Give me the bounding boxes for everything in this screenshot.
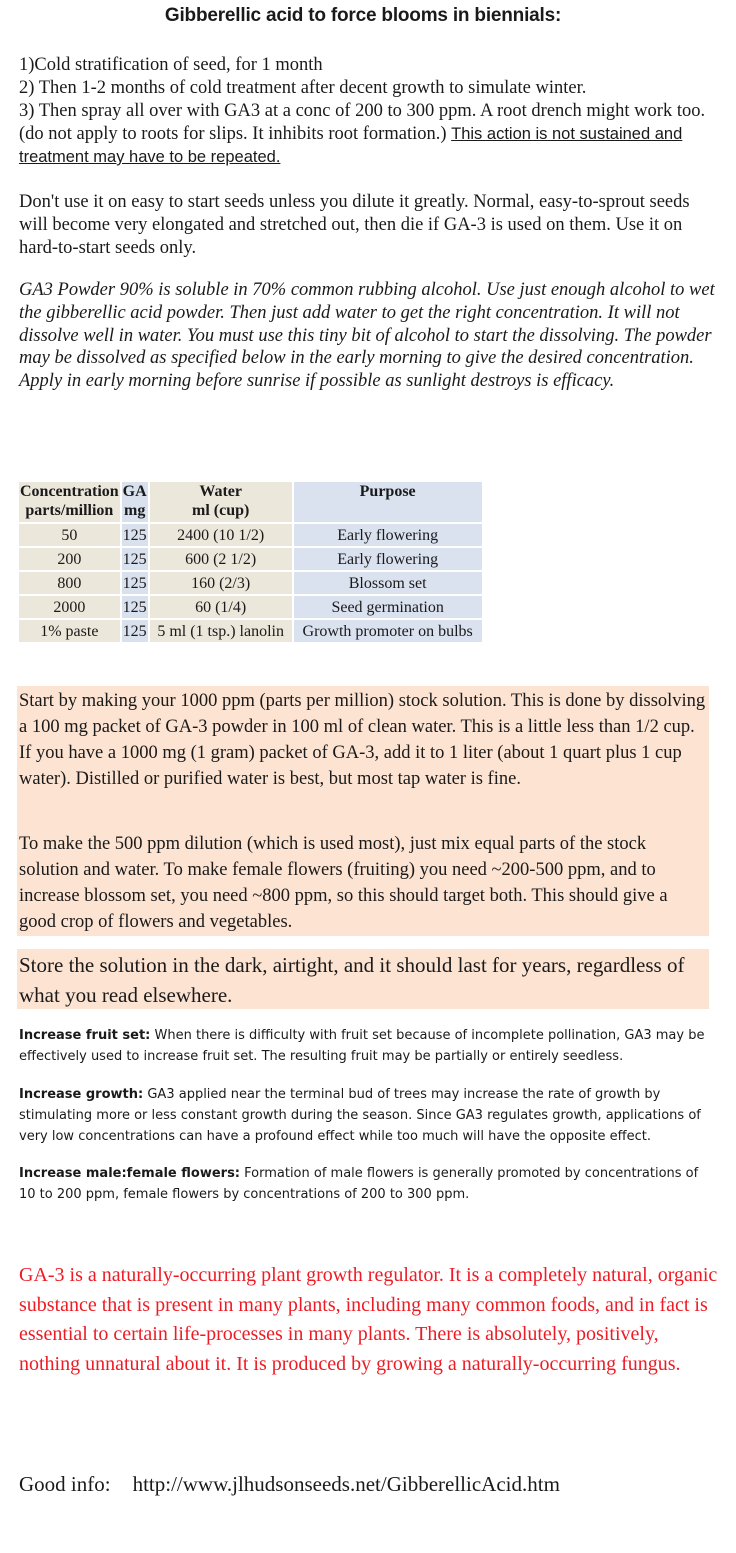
cell-concentration: 50 [19,524,120,546]
page-title: Gibberellic acid to force blooms in biennials: [164,5,562,26]
cell-water: 160 (2/3) [150,572,292,594]
use-growth [19,1084,713,1147]
step-3-note: This action is not sustained and treatment may have to be repeated. [19,125,683,166]
good-info-label: Good info: [19,1472,111,1496]
table-row [19,572,482,594]
table-row [19,596,482,618]
header-purpose: Purpose [294,482,482,522]
alcohol-paragraph: GA3 Powder 90% is soluble in 70% common rubbing alcohol. Use just enough alcohol to wet the gibberellic acid powder. Then just add water to get the right concentration. It will not dissolve well in water. You must use this tiny bit of alcohol to start the dissolving. The powder may be dissolved as specified below in the early morning to give the desired concentration. Apply in early morning before sunrise if possible as sunlight destroys is efficacy. [19,280,715,392]
cell-ga: 125 [122,596,148,618]
cell-purpose: Seed germination [294,596,482,618]
table-row [19,548,482,570]
cell-concentration: 1% paste [19,620,120,642]
header-concentration: Concentration parts/million [19,482,120,522]
table-header-row [19,482,482,522]
cell-water: 2400 (10 1/2) [150,524,292,546]
warning-paragraph: Don't use it on easy to start seeds unless you dilute it greatly. Normal, easy-to-sprout seeds will become very elongated and stretched out, then die if GA-3 is used on them. Use it on hard-to-start seeds only. [19,192,690,258]
use-label: Increase fruit set: [19,1028,151,1043]
cell-purpose: Early flowering [294,548,482,570]
dilution-paragraph: To make the 500 ppm dilution (which is used most), just mix equal parts of the stock solution and water. To make female flowers (fruiting) you need ~200-500 ppm, and to increase blossom set, you need ~800 ppm, so this should target both. This should give a good crop of flowers and vegetables. [19,834,668,932]
cell-concentration: 800 [19,572,120,594]
use-text: When there is difficulty with fruit set because of incomplete pollination, GA3 may be effectively used to increase fruit set. The resulting fruit may be partially or entirely seedless. [19,1028,705,1064]
good-info-line [19,1469,719,1499]
cell-water: 60 (1/4) [150,596,292,618]
use-fruit-set [19,1025,713,1067]
cell-ga: 125 [122,548,148,570]
step-1: 1)Cold stratification of seed, for 1 month [19,55,323,75]
storage-note: Store the solution in the dark, airtight, and it should last for years, regardless of what you read elsewhere. [19,953,685,1007]
stock-solution-paragraph: Start by making your 1000 ppm (parts per million) stock solution. This is done by dissolving a 100 mg packet of GA-3 powder in 100 ml of clean water. This is a little less than 1/2 cup. If you have a 1000 mg (1 gram) packet of GA-3, add it to 1 liter (about 1 quart plus 1 cup water). Distilled or purified water is best, but most tap water is fine. [19,691,706,789]
steps-list [19,54,719,169]
cell-purpose: Early flowering [294,524,482,546]
cell-ga: 125 [122,620,148,642]
cell-ga: 125 [122,572,148,594]
header-ga: GA mg [122,482,148,522]
concentration-table [17,480,484,644]
use-male-female [19,1163,713,1205]
cell-concentration: 200 [19,548,120,570]
use-text: Formation of male flowers is generally promoted by concentrations of 10 to 200 ppm, female flowers by concentrations of 200 to 300 ppm. [19,1166,699,1202]
use-label: Increase growth: [19,1087,144,1102]
good-info-link[interactable]: http://www.jlhudsonseeds.net/GibberellicAcid.htm [132,1472,560,1496]
cell-purpose: Blossom set [294,572,482,594]
table-row [19,620,482,642]
step-3 [19,100,719,169]
cell-concentration: 2000 [19,596,120,618]
table-row [19,524,482,546]
step-3-text: 3) Then spray all over with GA3 at a conc of 200 to 300 ppm. A root drench might work too. (do not apply to roots for slips. It inhibits root formation.) [19,101,706,144]
use-label: Increase male:female flowers: [19,1166,240,1181]
step-2: 2) Then 1-2 months of cold treatment after decent growth to simulate winter. [19,78,587,98]
cell-water: 600 (2 1/2) [150,548,292,570]
use-text: GA3 applied near the terminal bud of trees may increase the rate of growth by stimulating more or less constant growth during the season. Since GA3 regulates growth, applications of very low concentrations can have a profound effect while too much will have the opposite effect. [19,1087,701,1144]
natural-note: GA-3 is a naturally-occurring plant growth regulator. It is a completely natural, organic substance that is present in many plants, including many common foods, and in fact is essential to certain life-processes in many plants. There is absolutely, positively, nothing unnatural about it. It is produced by growing a naturally-occurring fungus. [19,1264,718,1375]
cell-purpose: Growth promoter on bulbs [294,620,482,642]
header-water: Water ml (cup) [150,482,292,522]
cell-water: 5 ml (1 tsp.) lanolin [150,620,292,642]
cell-ga: 125 [122,524,148,546]
